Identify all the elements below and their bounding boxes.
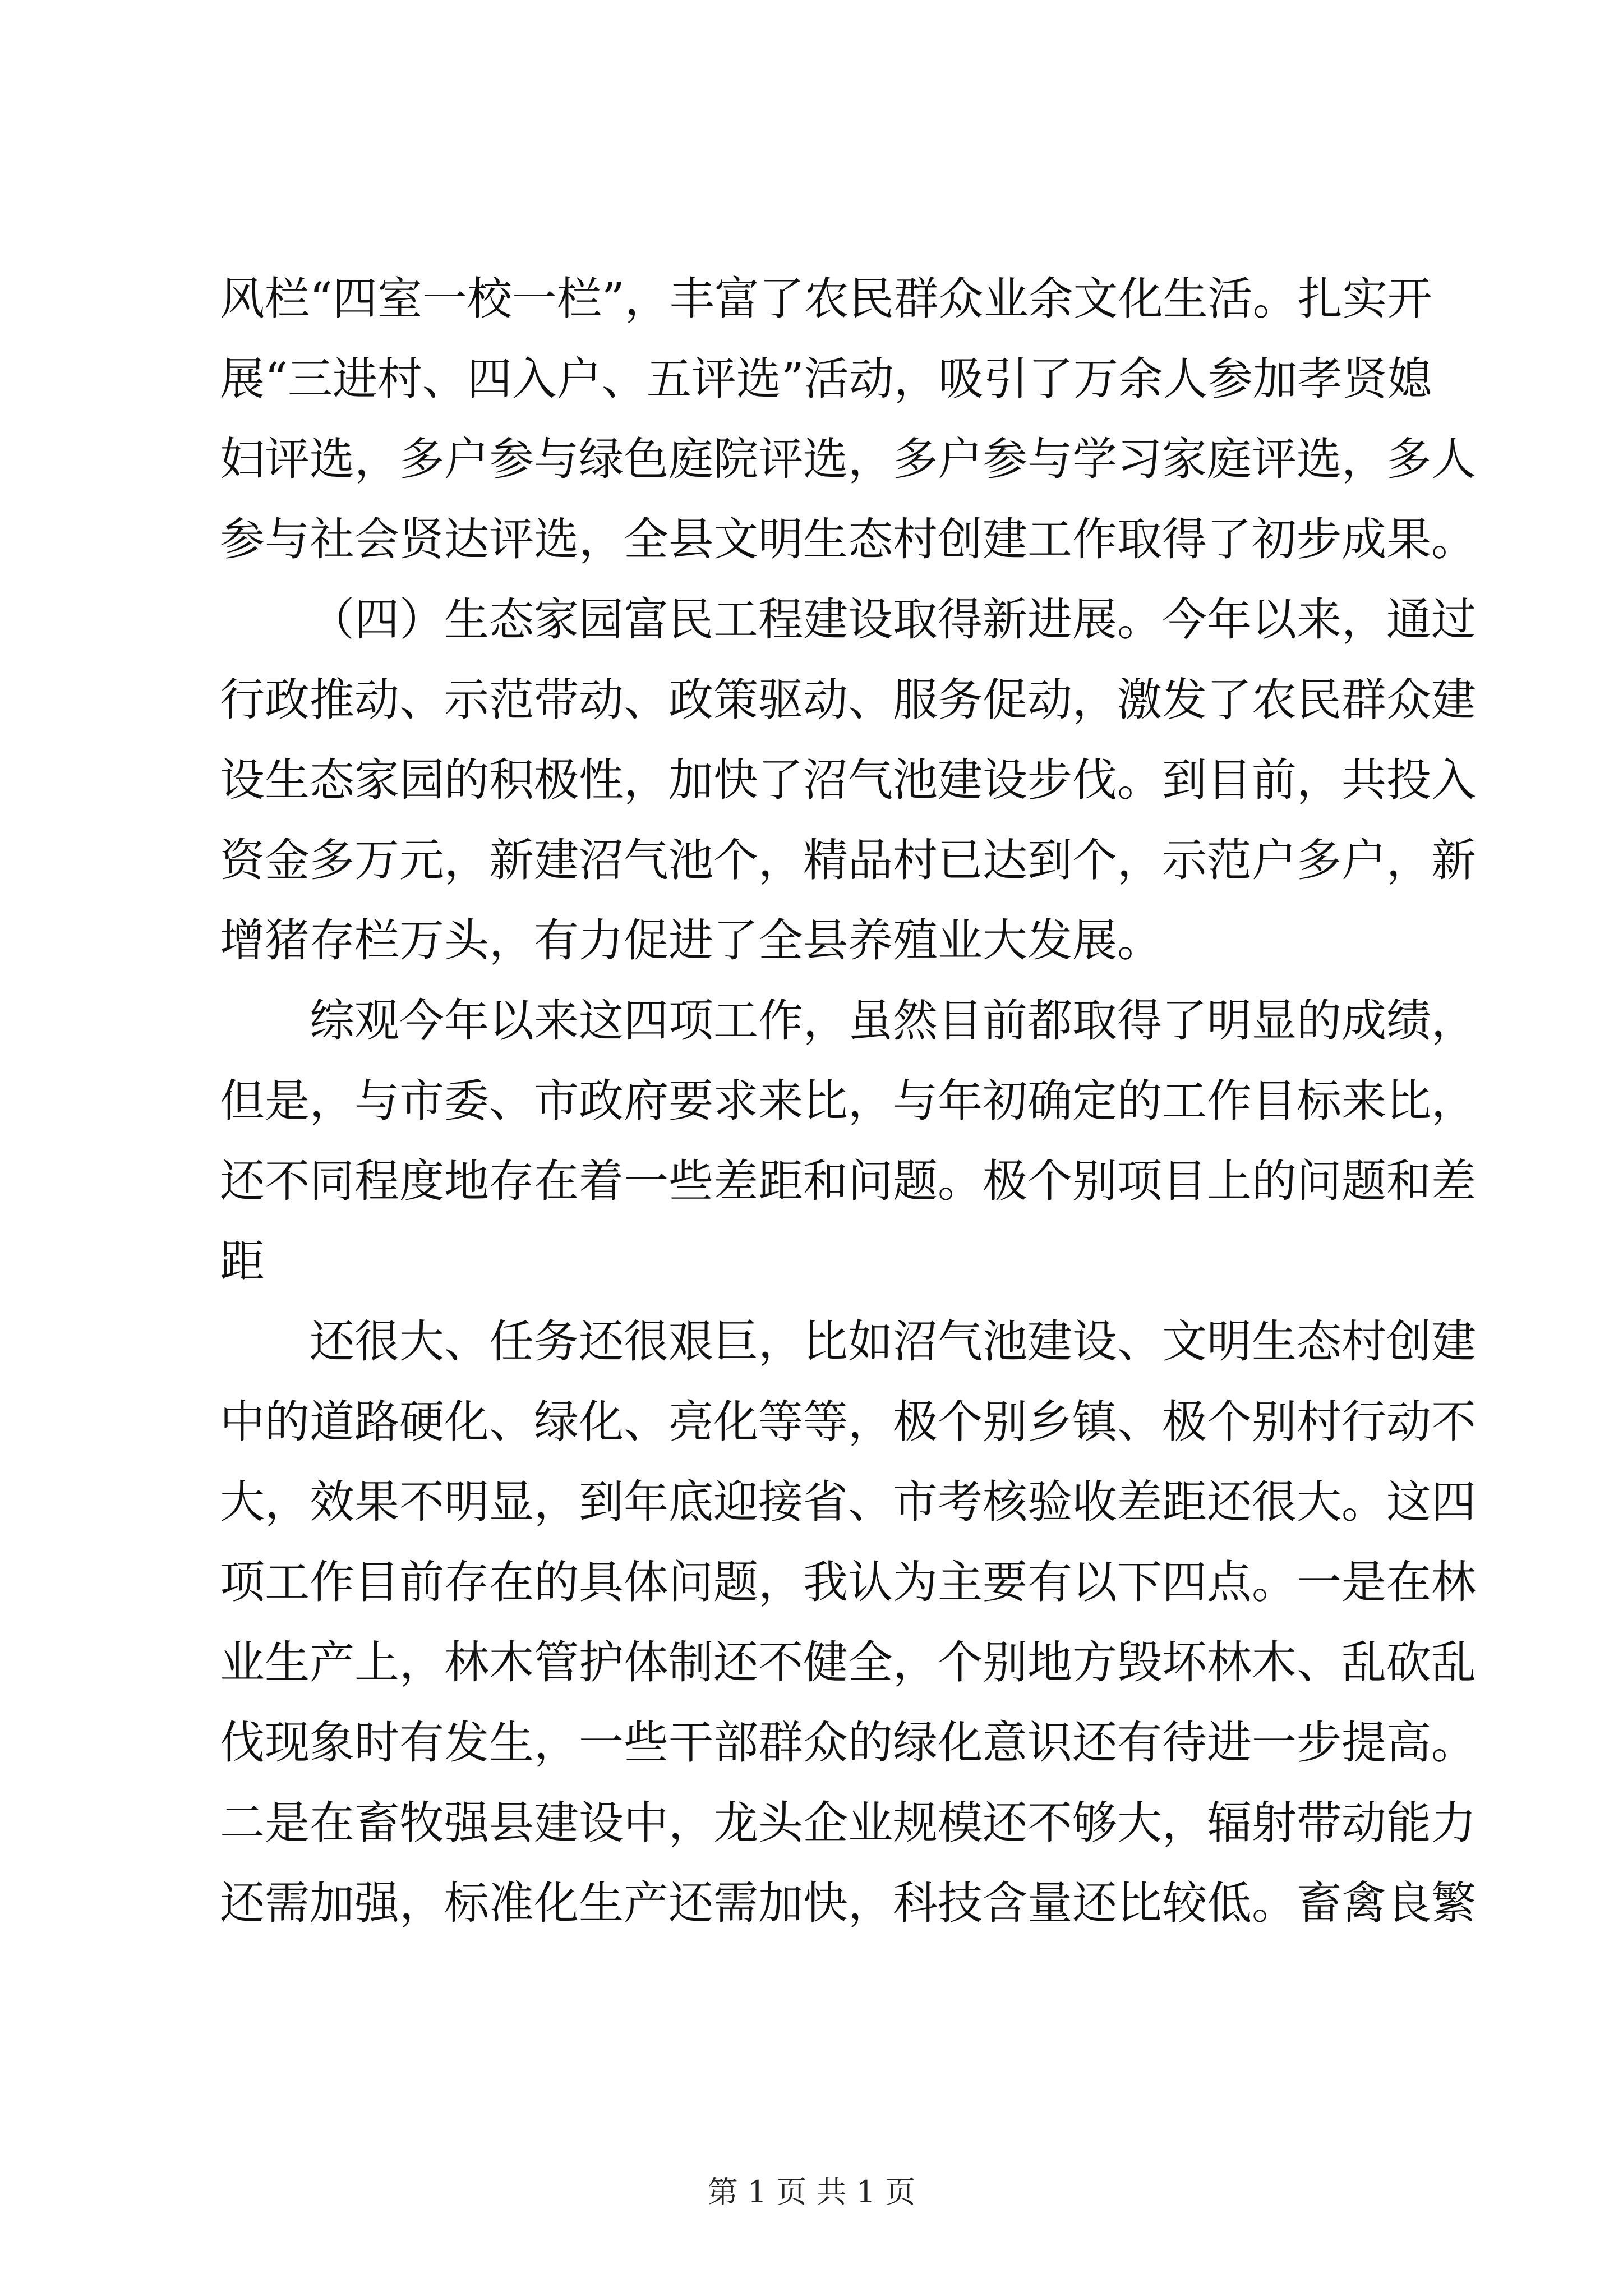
text-line: 中的道路硬化、绿化、亮化等等，极个别乡镇、极个别村行动不	[220, 1396, 1476, 1448]
text-line: 业生产上，林木管护体制还不健全，个别地方毁坏林木、乱砍乱	[220, 1636, 1476, 1688]
section-heading-line: （四）生态家园富民工程建设取得新进展。今年以来，通过	[310, 593, 1476, 646]
text-line: 妇评选，多户参与绿色庭院评选，多户参与学习家庭评选，多人	[220, 433, 1476, 485]
text-line: 二是在畜牧强县建设中，龙头企业规模还不够大，辐射带动能力	[220, 1797, 1476, 1849]
text-line: 参与社会贤达评选，全县文明生态村创建工作取得了初步成果。	[220, 513, 1476, 565]
text-line: 大，效果不明显，到年底迎接省、市考核验收差距还很大。这四	[220, 1476, 1476, 1528]
text-line: 还需加强，标准化生产还需加快，科技含量还比较低。畜禽良繁	[220, 1877, 1476, 1929]
page-number: 第 1 页 共 1 页	[707, 2174, 916, 2210]
text-line: 还很大、任务还很艰巨，比如沼气池建设、文明生态村创建	[310, 1315, 1476, 1368]
page-footer	[0, 2170, 1623, 2215]
text-line: 综观今年以来这四项工作，虽然目前都取得了明显的成绩，	[310, 995, 1476, 1047]
text-line: 资金多万元，新建沼气池个，精品村已达到个，示范户多户，新	[220, 834, 1476, 886]
text-line: 行政推动、示范带动、政策驱动、服务促动，激发了农民群众建	[220, 674, 1476, 726]
text-line: 还不同程度地存在着一些差距和问题。极个别项目上的问题和差	[220, 1155, 1476, 1207]
text-line: 项工作目前存在的具体问题，我认为主要有以下四点。一是在林	[220, 1556, 1476, 1608]
text-line: 增猪存栏万头，有力促进了全县养殖业大发展。	[220, 914, 1162, 967]
text-line: 伐现象时有发生，一些干部群众的绿化意识还有待进一步提高。	[220, 1717, 1476, 1769]
text-line: 距	[220, 1235, 265, 1287]
text-line: 展“三进村、四入户、五评选”活动，吸引了万余人参加孝贤媳	[220, 353, 1432, 405]
text-line: 设生态家园的积极性，加快了沼气池建设步伐。到目前，共投入	[220, 754, 1476, 806]
text-line: 但是，与市委、市政府要求来比，与年初确定的工作目标来比，	[220, 1075, 1476, 1127]
text-line: 风栏“四室一校一栏”，丰富了农民群众业余文化生活。扎实开	[220, 273, 1432, 325]
